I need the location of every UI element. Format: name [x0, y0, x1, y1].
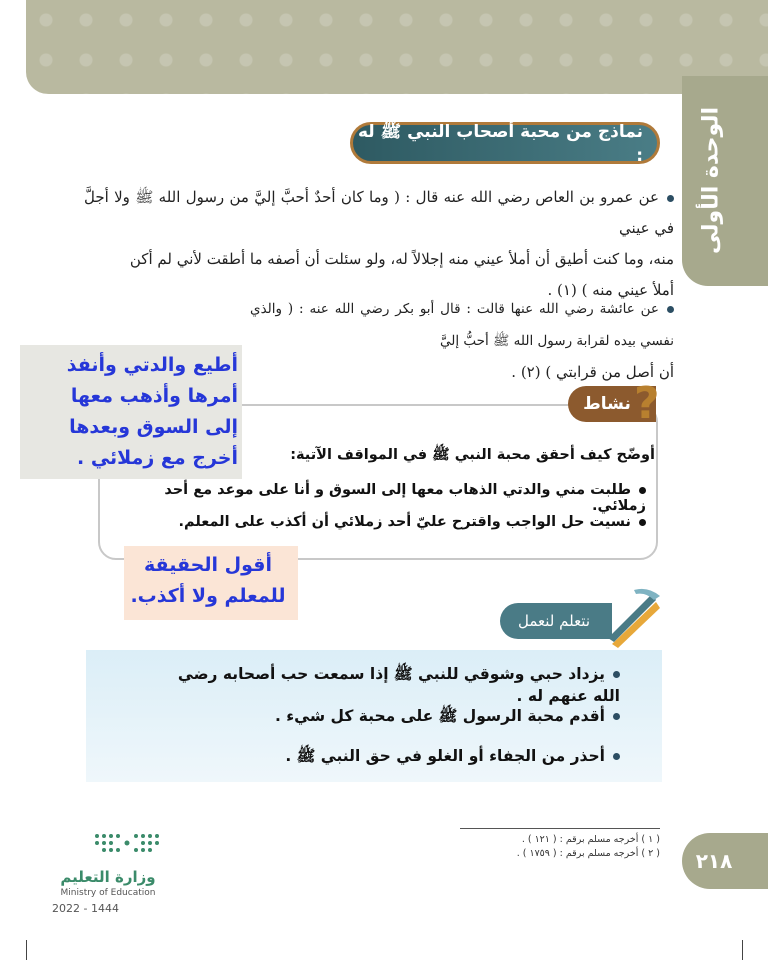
footnote-rule: [460, 828, 660, 829]
learn-item: أحذر من الجفاء أو الغلو في حق النبي ﷺ .: [150, 746, 620, 769]
logo-year: 2022 - 1444: [52, 902, 119, 915]
paragraph-line: عن عائشة رضي الله عنها قالت : قال أبو بكر رضي الله عنه : ( والذي نفسي بيده لقرابة رسول الله ﷺ أحبُّ إليَّ: [250, 301, 674, 349]
activity-item: طلبت مني والدتي الذهاب معها إلى السوق و أنا على موعد مع أحد زملائي.: [164, 482, 646, 514]
paragraph-line: أن أصل من قرابتي ) (٢) .: [511, 363, 674, 381]
learn-item: يزداد حبي وشوقي للنبي ﷺ إذا سمعت حب أصحابه رضي الله عنهم له .: [177, 665, 620, 705]
bullet-icon: [667, 195, 674, 202]
activity-item: نسيت حل الواجب واقترح عليّ أحد زملائي أن أكذب على المعلم.: [146, 514, 646, 530]
paragraph-line: عن عمرو بن العاص رضي الله عنه قال : ( وما كان أحدٌ أحبَّ إليَّ من رسول الله ﷺ ولا أجلَّ في عيني: [84, 188, 674, 237]
footnote: ( ١ ) أخرجه مسلم برقم : ( ١٢١ ) .: [521, 834, 660, 845]
bullet-icon: [613, 671, 620, 678]
logo-english: Ministry of Education: [60, 888, 156, 898]
answer-text-2: أقول الحقيقة للمعلم ولا أكذب.: [130, 554, 286, 607]
bullet-icon: [613, 753, 620, 760]
answer-text-1: أطيع والدتي وأنفذ أمرها وأذهب معها إلى السوق وبعدها أخرج مع زملائي .: [66, 354, 238, 469]
crop-mark: [26, 940, 27, 960]
crop-mark: [742, 940, 743, 960]
footnote: ( ٢ ) أخرجه مسلم برقم : ( ١٧٥٩ ) .: [516, 848, 660, 859]
ministry-logo-icon: [92, 830, 162, 860]
banner-pattern: [26, 0, 768, 94]
paragraph-line: منه، وما كنت أطيق أن أملأ عيني منه إجلالاً له، ولو سئلت أن أصفه ما أطقت لأني لم أكن: [129, 250, 674, 268]
bullet-icon: [639, 487, 646, 494]
section-heading: نماذج من محبة أصحاب النبي ﷺ له :: [350, 122, 660, 164]
activity-question: أوضّح كيف أحقق محبة النبي ﷺ في المواقف الآتية:: [290, 447, 655, 463]
hadith-paragraph-1: [84, 182, 674, 306]
unit-label: الوحدة الأولى: [698, 106, 724, 254]
logo-arabic: وزارة التعليم: [60, 868, 156, 886]
book-icon: [604, 582, 664, 652]
page-number: ٢١٨: [695, 849, 733, 873]
bullet-icon: [667, 306, 674, 313]
bullet-icon: [639, 519, 646, 526]
question-mark-icon: ?: [634, 378, 660, 429]
paragraph-line: أملأ عيني منه ) (١) .: [547, 281, 674, 299]
learn-item: أقدم محبة الرسول ﷺ على محبة كل شيء .: [150, 706, 620, 729]
hadith-paragraph-2: [250, 293, 674, 388]
bullet-icon: [613, 713, 620, 720]
activity-label: نشاط: [583, 394, 631, 414]
learn-label: نتعلم لنعمل: [517, 612, 591, 630]
